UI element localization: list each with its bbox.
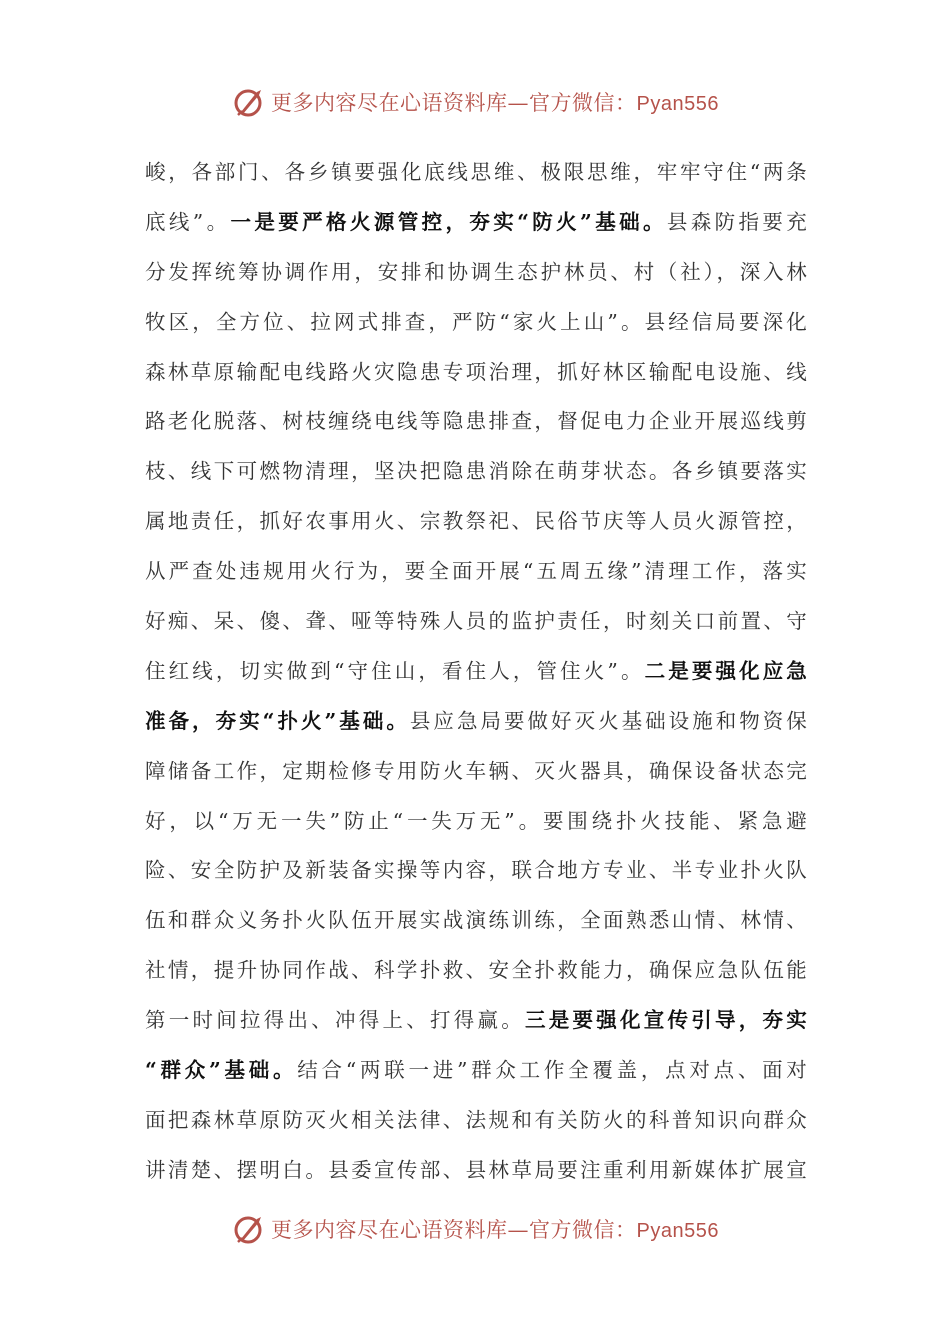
text-segment: 险、安全防护及新装备实操等内容，联合地方专业、半专业扑火队 [145,858,807,883]
text-line [145,447,807,497]
watermark-footer [0,1209,950,1249]
text-segment: 讲清楚、摆明白。县委宣传部、县林草局要注重利用新媒体扩展宣 [145,1157,807,1182]
text-segment: 森林草原输配电线路火灾隐患专项治理，抓好林区输配电设施、线 [145,359,807,384]
text-segment: 分发挥统筹协调作用，安排和协调生态护林员、村（社），深入林 [145,259,807,284]
text-line [145,1146,807,1196]
text-line [145,747,807,797]
text-line [145,198,807,248]
text-line [145,1046,807,1096]
document-body [145,148,807,1196]
watermark-text: 更多内容尽在心语资料库—官方微信：Pyan556 [271,1218,719,1242]
text-segment: 住红线，切实做到“守住山，看住人，管住火”。 [145,658,645,683]
text-line [145,497,807,547]
bold-heading-segment: 三是要强化宣传引导，夯实 [525,1008,807,1033]
text-segment: 障储备工作，定期检修专用防火车辆、灭火器具，确保设备状态完 [145,758,807,783]
text-line [145,647,807,697]
text-segment: 好痴、呆、傻、聋、哑等特殊人员的监护责任，时刻关口前置、守 [145,609,807,634]
text-line [145,996,807,1046]
text-line [145,896,807,946]
text-segment: 从严查处违规用火行为，要全面开展“五周五缘”清理工作，落实 [145,559,807,584]
text-segment: 枝、线下可燃物清理，坚决把隐患消除在萌芽状态。各乡镇要落实 [145,459,807,484]
text-line [145,597,807,647]
pen-nib-circle-icon [231,1211,267,1247]
text-segment: 路老化脱落、树枝缠绕电线等隐患排查，督促电力企业开展巡线剪 [145,409,807,434]
text-line [145,846,807,896]
text-line [145,298,807,348]
pen-nib-circle-icon [231,84,267,120]
bold-heading-segment: 二是要强化应急 [644,658,808,683]
bold-heading-segment: 一是要严格火源管控，夯实“防火”基础。 [230,209,667,234]
text-segment: 伍和群众义务扑火队伍开展实战演练训练，全面熟悉山情、林情、 [145,908,807,933]
text-line [145,697,807,747]
text-line [145,248,807,298]
watermark-header [0,82,950,122]
text-line [145,397,807,447]
text-line [145,797,807,847]
text-segment: 属地责任，抓好农事用火、宗教祭祀、民俗节庆等人员火源管控， [145,509,807,534]
text-segment: 县应急局要做好灭火基础设施和物资保 [409,708,807,733]
text-segment: 牧区，全方位、拉网式排查，严防“家火上山”。县经信局要深化 [145,309,807,334]
text-line [145,148,807,198]
bold-heading-segment: 准备，夯实“扑火”基础。 [145,708,410,733]
text-segment: 峻，各部门、各乡镇要强化底线思维、极限思维，牢牢守住“两条 [145,160,807,184]
text-segment: 第一时间拉得出、冲得上、打得赢。 [145,1008,526,1033]
text-line [145,547,807,597]
bold-heading-segment: “群众”基础。 [145,1058,298,1083]
text-line [145,348,807,398]
text-line [145,946,807,996]
text-segment: 结合“两联一进”群众工作全覆盖，点对点、面对 [297,1058,808,1083]
watermark-text: 更多内容尽在心语资料库—官方微信：Pyan556 [271,91,719,115]
text-line [145,1096,807,1146]
text-segment: 底线”。 [145,209,231,234]
text-segment: 面把森林草原防灭火相关法律、法规和有关防火的科普知识向群众 [145,1107,807,1132]
text-segment: 县森防指要充 [666,209,808,234]
text-segment: 好，以“万无一失”防止“一失万无”。要围绕扑火技能、紧急避 [145,808,807,833]
text-segment: 社情，提升协同作战、科学扑救、安全扑救能力，确保应急队伍能 [145,958,807,983]
